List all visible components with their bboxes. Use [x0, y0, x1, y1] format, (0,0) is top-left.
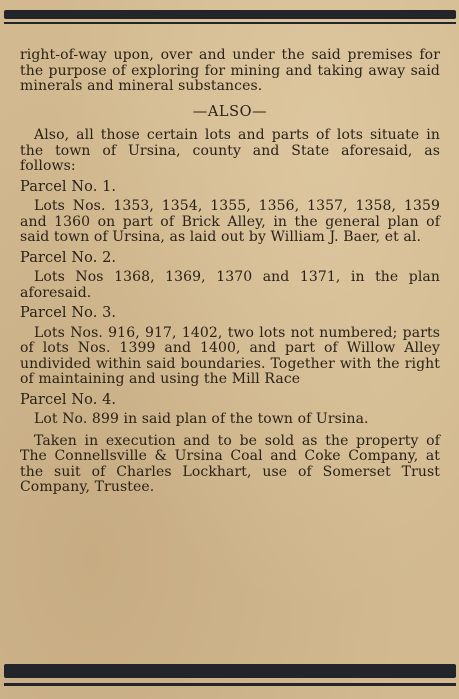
- parcel-4-text: Lot No. 899 in said plan of the town of Ursina.: [34, 411, 369, 427]
- closing-paragraph: Taken in execution and to be sold as the property of The Connellsville & Ursina Coal and Coke Company, at the suit of Charles Lockhart, use of Somerset Trust Company, Trustee.: [20, 432, 440, 495]
- parcel-3-label: Parcel No. 3.: [20, 305, 117, 321]
- bottom-rule: [4, 664, 456, 678]
- also-heading: —ALSO—: [192, 103, 268, 120]
- parcel-3-text: Lots Nos. 916, 917, 1402, two lots not numbered; parts of lots Nos. 1399 and 1400, and part of Willow Alley undivided within said boundaries. Together with the right of maintaining and using the Mill Race: [20, 324, 440, 387]
- bottom-rule-thin: [4, 683, 456, 686]
- parcel-2-text: Lots Nos 1368, 1369, 1370 and 1371, in the plan aforesaid.: [20, 269, 440, 301]
- clipping-text: [20, 48, 440, 496]
- parcel-1-label: Parcel No. 1.: [20, 178, 117, 195]
- parcel-2-label: Parcel No. 2.: [20, 249, 117, 266]
- parcel-1-text: Lots Nos. 1353, 1354, 1355, 1356, 1357, 1358, 1359 and 1360 on part of Brick Alley, in the general plan of said town of Ursina, as laid out by William J. Baer, et al.: [20, 198, 440, 245]
- parcel-4-label: Parcel No. 4.: [20, 391, 117, 408]
- top-rule: [4, 10, 456, 19]
- also-paragraph: Also, all those certain lots and parts of lots situate in the town of Ursina, county and State aforesaid, as follows:: [20, 127, 440, 174]
- top-rule-thin: [4, 22, 456, 24]
- intro-paragraph: right-of-way upon, over and under the said premises for the purpose of exploring for mining and taking away said minerals and mineral substances.: [20, 47, 440, 94]
